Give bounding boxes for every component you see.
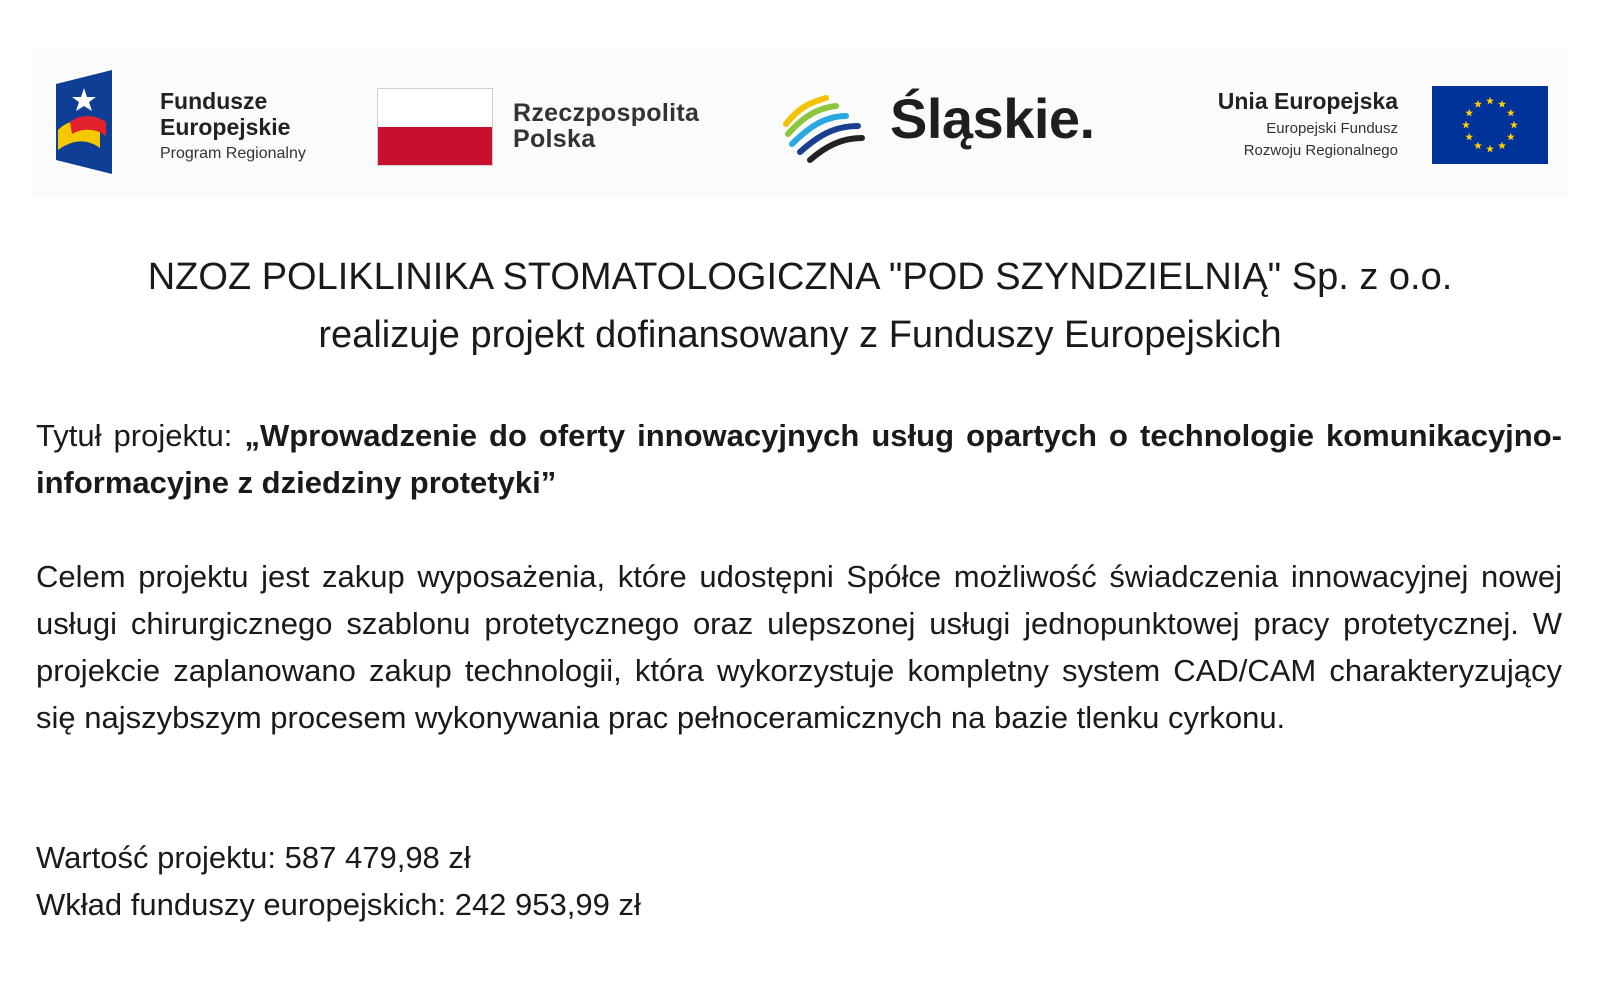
project-title	[36, 412, 1562, 506]
fundusze-line1: Fundusze	[160, 88, 268, 114]
project-values	[36, 834, 1562, 928]
project-description: Celem projektu jest zakup wyposażenia, które udostępni Spółce możliwość świadczenia innowacyjnej nowej usługi chirurgicznego szablonu protetycznego oraz ulepszonej usługi jednopunktowej pracy protetycznej. W projekcie zaplanowano zakup technologii, która wykorzystuje kompletny system CAD/CAM charakteryzujący się najszybszym procesem wykonywania prac pełnoceramicznych na bazie tlenku cyrkonu.	[36, 559, 1562, 735]
unia-europejska-logo	[1152, 48, 1568, 198]
unia-line3: Rozwoju Regionalnego	[1243, 142, 1398, 159]
slaskie-logo	[782, 48, 1112, 198]
logo-strip	[32, 48, 1568, 198]
eu-contribution-value: Wkład funduszy europejskich: 242 953,99 zł	[36, 887, 641, 922]
unia-line2: Europejski Fundusz	[1266, 120, 1398, 137]
rzeczpospolita-line2: Polska	[513, 125, 596, 153]
fundusze-line2: Europejskie	[160, 114, 291, 140]
rzeczpospolita-polska-logo	[377, 48, 757, 198]
headline	[32, 248, 1568, 364]
headline-line1: NZOZ POLIKLINIKA STOMATOLOGICZNA "POD SZYNDZIELNIĄ" Sp. z o.o.	[147, 256, 1453, 298]
eu-flag-icon	[1432, 86, 1548, 164]
slaskie-waves-icon	[782, 86, 866, 166]
unia-line1: Unia Europejska	[1217, 88, 1398, 114]
rzeczpospolita-line1: Rzeczpospolita	[513, 99, 700, 127]
fundusze-europejskie-logo	[56, 48, 356, 198]
headline-line2: realizuje projekt dofinansowany z Funduszy Europejskich	[318, 314, 1282, 356]
project-title-value: „Wprowadzenie do oferty innowacyjnych usług opartych o technologie komunikacyjno-informacyjne z dziedziny protetyki”	[36, 418, 1562, 500]
slaskie-name: Śląskie.	[890, 87, 1095, 150]
project-total-value: Wartość projektu: 587 479,98 zł	[36, 840, 471, 875]
fundusze-line3: Program Regionalny	[160, 145, 306, 162]
project-title-label: Tytuł projektu:	[36, 418, 245, 453]
polish-flag-icon	[377, 88, 493, 166]
fundusze-europejskie-flag-icon	[56, 70, 112, 174]
